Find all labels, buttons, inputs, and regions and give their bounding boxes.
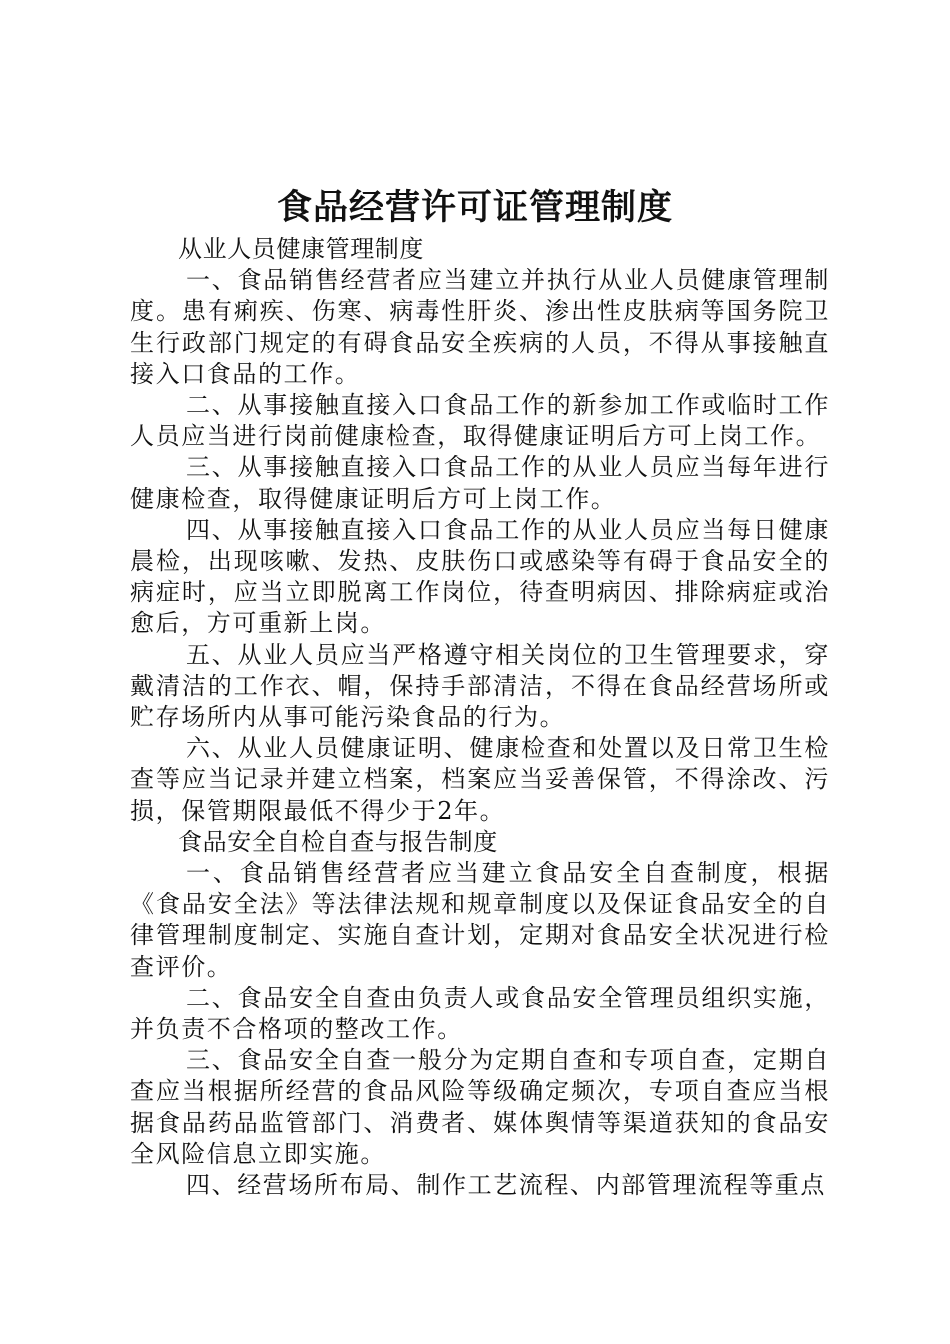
section-heading-health: 从业人员健康管理制度 xyxy=(178,235,424,263)
paragraph-health-3: 三、从事接触直接入口食品工作的从业人员应当每年进行健康检查，取得健康证明后方可上岗工作。 xyxy=(130,453,830,513)
section-heading-self-inspection: 食品安全自检自查与报告制度 xyxy=(178,827,498,856)
paragraph-health-1: 一、食品销售经营者应当建立并执行从业人员健康管理制度。患有痢疾、伤寒、病毒性肝炎、渗出性皮肤病等国务院卫生行政部门规定的有碍食品安全疾病的人员，不得从事接触直接入口食品的工作。 xyxy=(130,266,830,388)
paragraph-inspection-1: 一、食品销售经营者应当建立食品安全自查制度，根据《食品安全法》等法律法规和规章制度以及保证食品安全的自律管理制度制定、实施自查计划，定期对食品安全状况进行检查评价。 xyxy=(130,859,830,981)
paragraph-inspection-2: 二、食品安全自查由负责人或食品安全管理员组织实施，并负责不合格项的整改工作。 xyxy=(130,983,830,1044)
paragraph-health-4: 四、从事接触直接入口食品工作的从业人员应当每日健康晨检，出现咳嗽、发热、皮肤伤口或感染等有碍于食品安全的病症时，应当立即脱离工作岗位，待查明病因、排除病症或治愈后，方可重新上岗。 xyxy=(130,515,830,638)
paragraph-inspection-3: 三、食品安全自查一般分为定期自查和专项自查，定期自查应当根据所经营的食品风险等级确定频次，专项自查应当根据食品药品监管部门、消费者、媒体舆情等渠道获知的食品安全风险信息立即实施。 xyxy=(130,1046,830,1168)
document-body xyxy=(130,234,830,1201)
paragraph-health-2: 二、从事接触直接入口食品工作的新参加工作或临时工作人员应当进行岗前健康检查，取得健康证明后方可上岗工作。 xyxy=(130,391,830,451)
paragraph-inspection-4: 四、经营场所布局、制作工艺流程、内部管理流程等重点 xyxy=(186,1171,826,1200)
document-title: 食品经营许可证管理制度 xyxy=(276,188,673,228)
paragraph-health-6: 六、从业人员健康证明、健康检查和处置以及日常卫生检查等应当记录并建立档案，档案应当妥善保管，不得涂改、污损，保管期限最低不得少于2年。 xyxy=(130,734,830,825)
paragraph-health-5: 五、从业人员应当严格遵守相关岗位的卫生管理要求，穿戴清洁的工作衣、帽，保持手部清洁，不得在食品经营场所或贮存场所内从事可能污染食品的行为。 xyxy=(130,640,830,732)
